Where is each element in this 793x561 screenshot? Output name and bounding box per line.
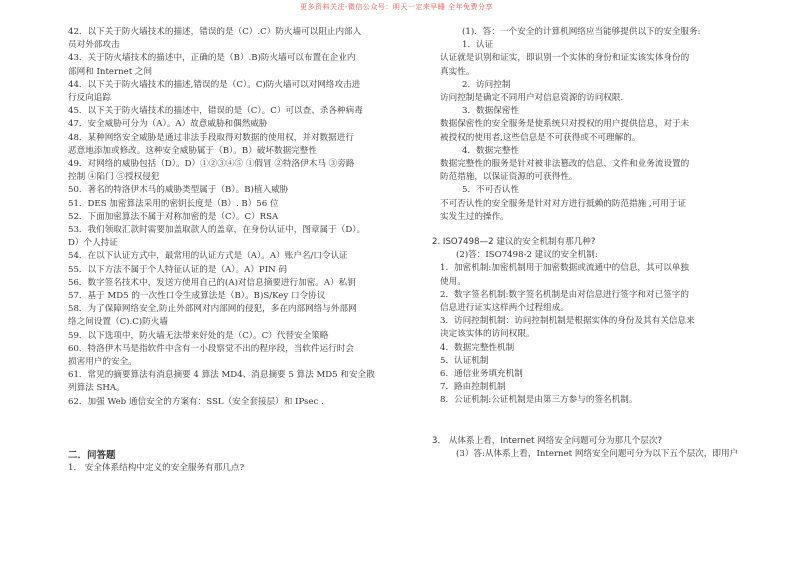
answer-line: 访问控制是确定不同用户对信息资源的访问权限. <box>440 93 624 104</box>
question-line: 损害用户的安全。 <box>68 357 137 368</box>
right-column <box>432 26 770 461</box>
answer-line: 5．认证机制 <box>440 355 489 366</box>
answer-line: 3．访问控制机制：访问控制机制是根据实体的身份及其有关信息来 <box>440 316 695 327</box>
question-line: 列算法 SHA。 <box>68 383 125 394</box>
question-line: D）个人持证 <box>68 238 118 249</box>
answer-line: 4．数据完整性机制 <box>440 342 515 353</box>
question-line: 员对外部攻击 <box>68 40 120 51</box>
answer-line: 实发生过的操作。 <box>440 211 509 222</box>
answer-line: 7．路由控制机制 <box>440 382 506 393</box>
answer-line: 2．访问控制 <box>462 79 511 90</box>
question-line: 51．DES 加密算法采用的密钥长度是（B）. B）56 位 <box>68 198 279 209</box>
question-line: 42．以下关于防火墙技术的描述，错误的是（C）.C）防火墙可以阻止内部人 <box>68 27 362 37</box>
answer-line: 数据完整性的服务是针对被非法篡改的信息、文件和业务流设置的 <box>440 159 690 170</box>
question-line: 部网和 Internet 之间 <box>68 66 153 77</box>
question-line: 53．我们领取汇款时需要加盖取款人的盖章，在身份认证中，图章属于（D）。 <box>68 225 366 236</box>
question-line: 48．某种网络安全威胁是通过非法手段取得对数据的使用权，并对数据进行 <box>68 132 354 143</box>
answer-line: 不可否认性的安全服务是针对对方进行抵赖的防范措施 ,可用于证 <box>440 198 687 209</box>
answer-line: 5．不可否认性 <box>462 185 520 196</box>
answer-line: 真实性。 <box>440 66 475 77</box>
question-line: 62．加强 Web 通信安全的方案有：SSL（安全套接层）和 IPsec . <box>68 396 324 407</box>
answer-line: 1．认证 <box>462 40 494 51</box>
section-title: 二．问答题 <box>68 449 116 461</box>
question-3: 3． 从体系上看，Internet 网络安全问题可分为那几个层次? <box>432 435 663 446</box>
promo-banner: 更多资料关注-微信公众号：明天一定来早睡 全年免费分享 <box>299 3 494 11</box>
answer-1-block <box>440 26 770 224</box>
answer-line: 8．公证机制:公证机制是由第三方参与的签名机制。 <box>440 395 638 406</box>
question-2: 2. ISO7498—2 建议的安全机制有那几种? <box>432 237 596 248</box>
answer-line: 认证就是识别和证实，即识别一个实体的身份和证实该实体身份的 <box>440 53 690 64</box>
left-column <box>68 26 398 475</box>
answer-line: 2．数字签名机制:数字签名机制是由对信息进行签字和对已签字的 <box>440 289 689 300</box>
answer-line: 数据保密性的安全服务是使系统只对授权的用户提供信息，对于未 <box>440 119 690 130</box>
question-line: 52．下面加密算法不属于对称加密的是（C）。C）RSA <box>68 211 279 222</box>
answer-line: 防范措施，以保证资源的可获得性。 <box>440 172 578 183</box>
question-line: 43．关于防火墙技术的描述中，正确的是（B）.B)防火墙可以布置在企业内 <box>68 53 356 64</box>
question-line: 61．常见的摘要算法有消息摘要 4 算法 MD4、消息摘要 5 算法 MD5 和安全散 <box>68 370 375 381</box>
question-line: 络之间设置（C).C)防火墙 <box>68 317 168 328</box>
question-line: 47．安全威胁可分为（A）。A）故意威胁和偶然威胁 <box>68 119 268 130</box>
answer-line: 决定该实体的访问权限。 <box>440 329 535 340</box>
question-line: 54．在以下认证方式中，最常用的认证方式是（A）。A）账户名/口令认证 <box>68 251 348 262</box>
answer-3-text: (3）答:从体系上看，Internet 网络安全问题可分为以下五个层次，即用户 <box>456 448 739 459</box>
question-line: 55．以下方法不属于个人特征认证的是（A）。A）PIN 码 <box>68 264 287 275</box>
question-line: 行反向追踪 <box>68 93 111 104</box>
question-line: 57．基于 MD5 的一次性口令生成算法是（B）。B)S/Key 口令协议 <box>68 291 326 302</box>
question-line: 49．对网络的威胁包括（D）。D）①②③④⑤ ①假冒 ②特洛伊木马 ③旁路 <box>68 159 355 170</box>
question-line: 50．著名的特洛伊木马的威胁类型属于（B）。B)植入威胁 <box>68 185 289 196</box>
question-line: 恶意地添加或修改。这种安全威胁属于（B）。B）破坏数据完整性 <box>68 145 317 156</box>
answer-line: 4．数据完整性 <box>462 145 520 156</box>
question-line: 60．特洛伊木马是指软件中含有一小段察觉不出的程序段，当软件运行时会 <box>68 343 354 354</box>
answer-line: 1．加密机制:加密机制用于加密数据或流通中的信息，其可以单独 <box>440 263 689 274</box>
question-line: 59．以下选项中，防火墙无法带来好处的是（C）。C）代替安全策略 <box>68 330 329 341</box>
answer-line: 被授权的使用者,这些信息是不可获得或不可理解的。 <box>440 132 641 143</box>
question-line: 44．以下关于防火墙技术的描述,错误的是（C）。C)防火墙可以对网络攻击进 <box>68 79 361 90</box>
answer-line: (2)答：ISO7498-2 建议的安全机制: <box>456 250 598 261</box>
answer-line: 3．数据保密性 <box>462 106 520 117</box>
question-1: 1． 安全体系结构中定义的安全服务有那几点? <box>68 463 245 474</box>
question-line: 58．为了保障网络安全,防止外部网对内部网的侵犯，多在内部网络与外部网 <box>68 304 357 315</box>
answer-2-block <box>440 249 770 407</box>
question-line: 56．数字签名技术中，发送方使用自己的(A)对信息摘要进行加密。A）私钥 <box>68 277 356 288</box>
answer-line: (1)．答：一个安全的计算机网络应当能够提供以下的安全服务: <box>462 27 701 37</box>
answer-line: 使用。 <box>440 276 466 287</box>
answer-line: 信息进行证实这样两个过程组成。 <box>440 303 569 314</box>
question-line: 45．以下关于防火墙技术的描述中，错误的是（C）。C）可以查、杀各种病毒 <box>68 106 363 117</box>
left-question-list <box>68 26 398 409</box>
question-line: 控制 ④陷门 ⑤授权侵犯 <box>68 172 160 183</box>
answer-line: 6．通信业务填充机制 <box>440 369 523 380</box>
